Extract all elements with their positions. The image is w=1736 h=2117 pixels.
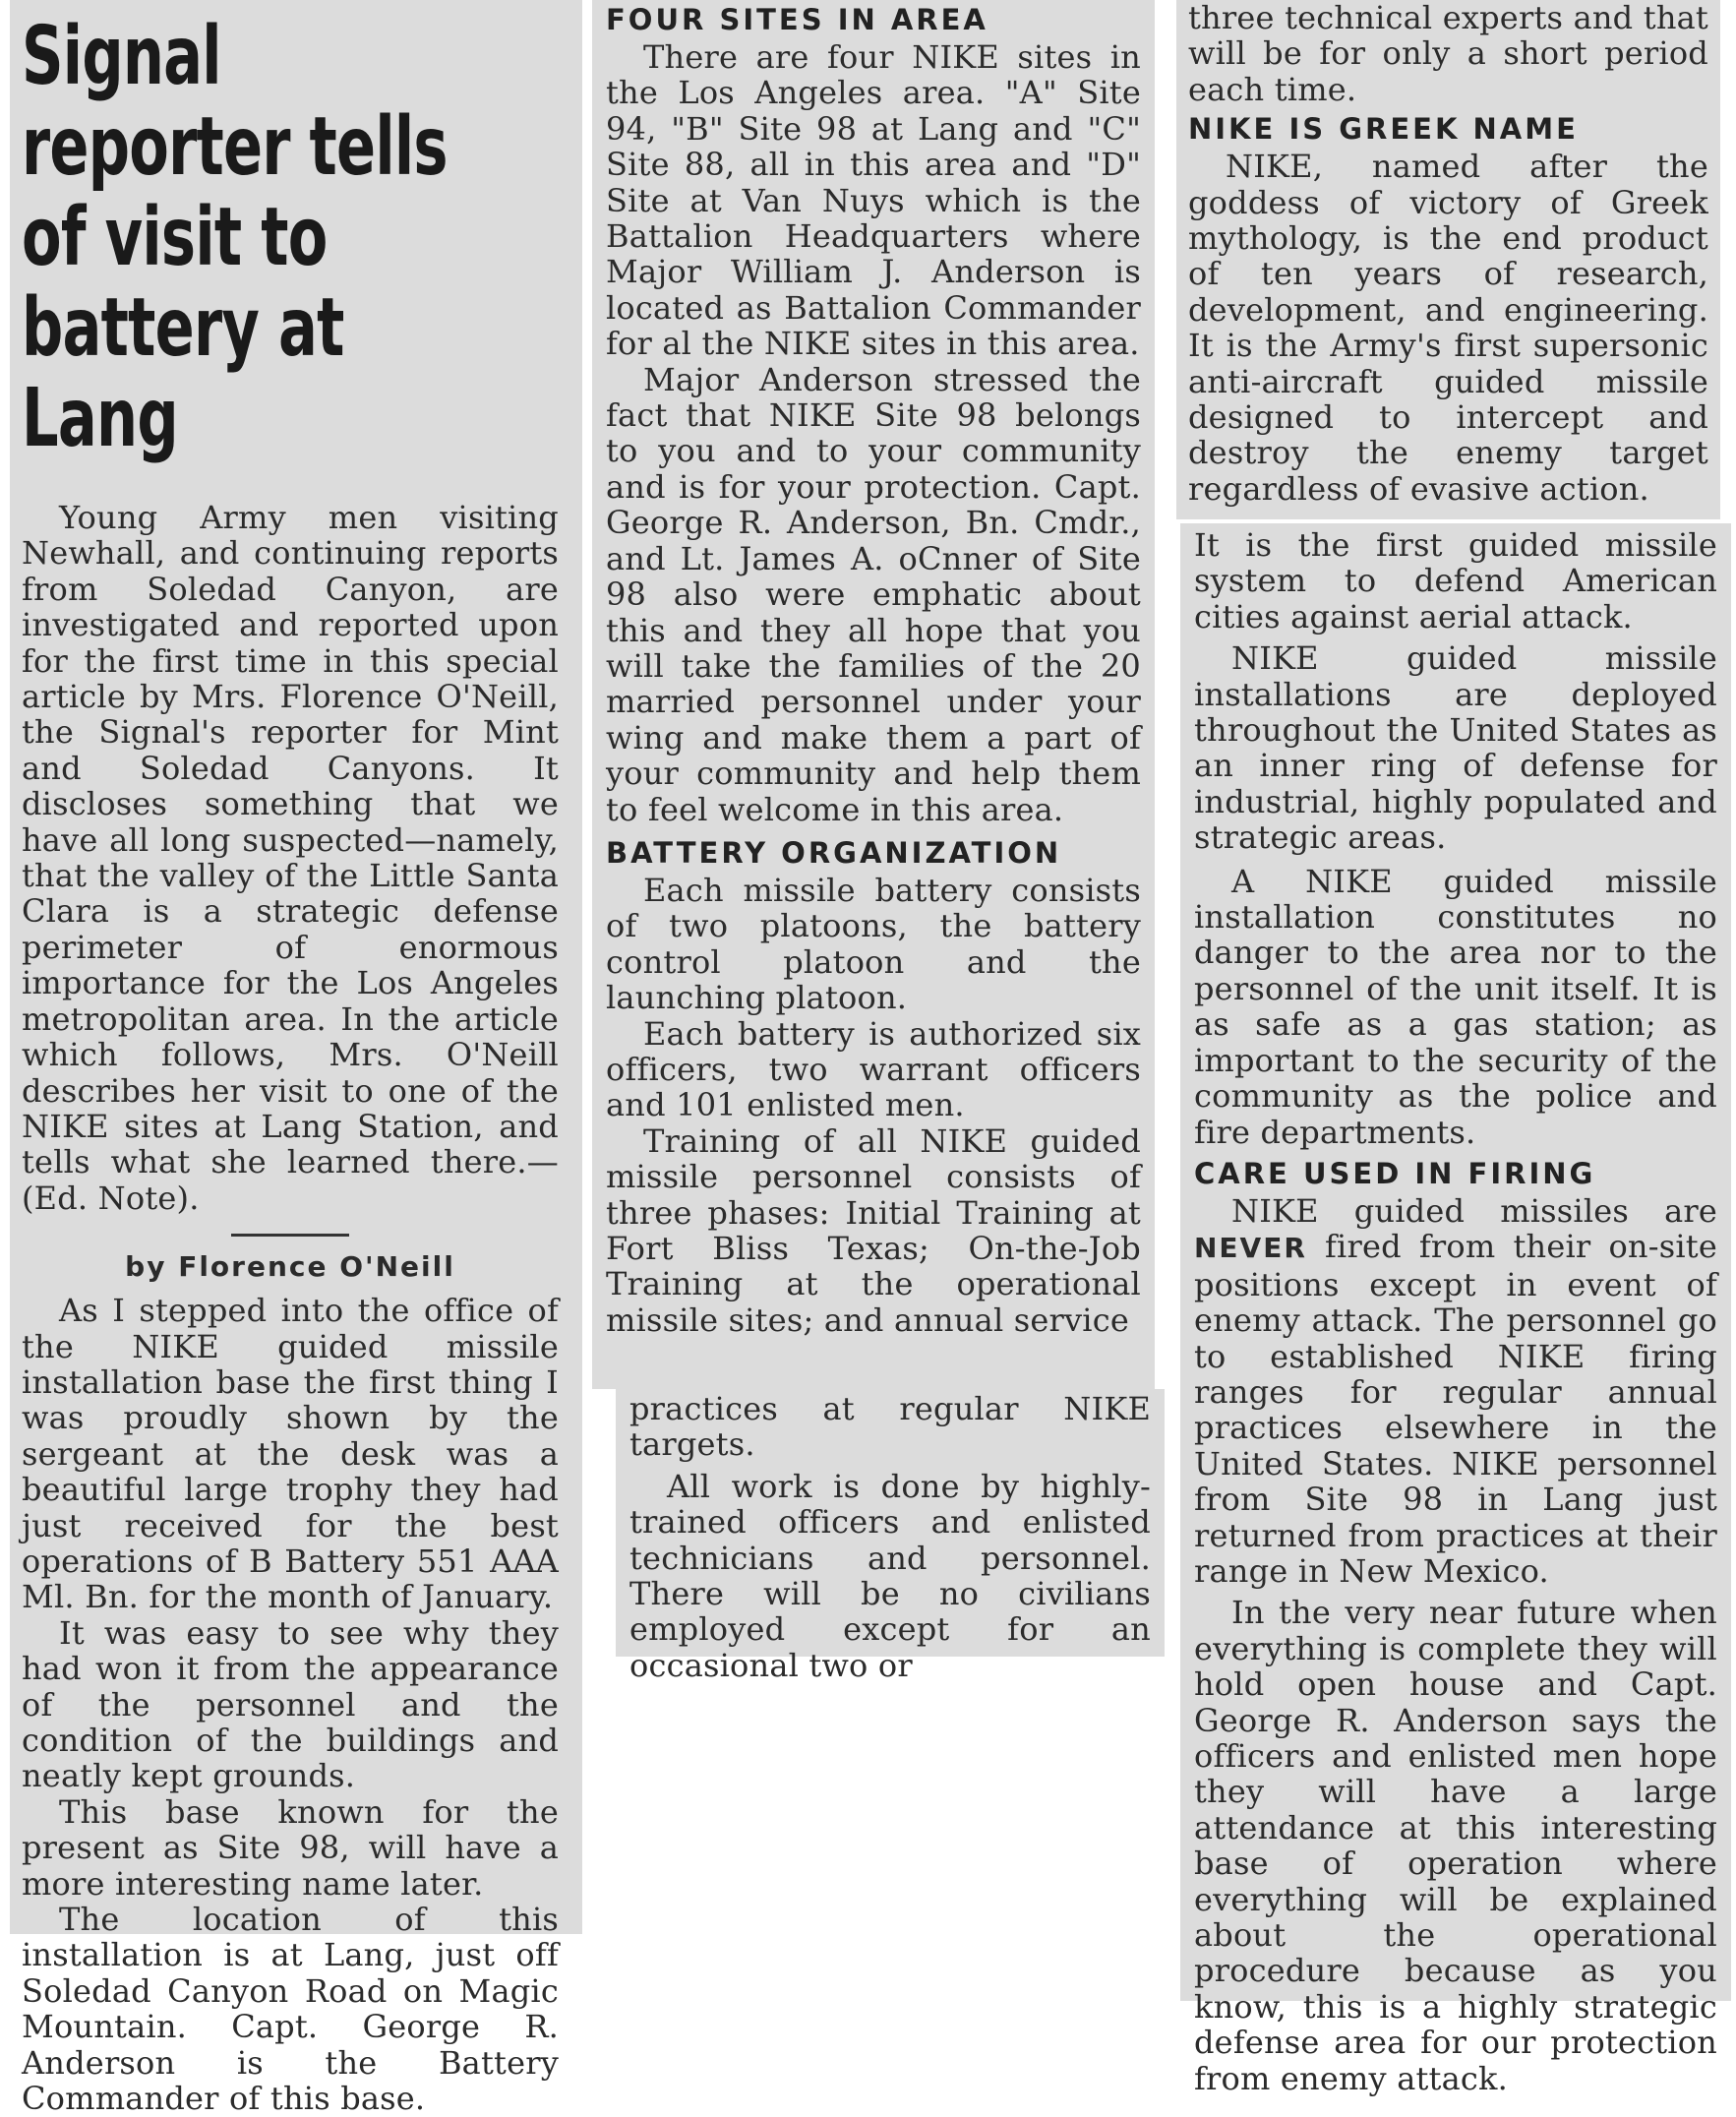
paragraph: NIKE guided missile installations are deployed throughout the United States as an inner ring of defense for industrial, highly populated and strategic areas. xyxy=(1194,639,1717,857)
paragraph: Major Anderson stressed the fact that NIKE Site 98 belongs to you and to your community and is for your protection. Capt. George R. Anderson, Bn. Cmdr., and Lt. James A. oCnner of Site 98 also were emphatic about this and they all hope that you will take the families of the 20 married personnel under your wing and make them a part of your community and help them to feel welcome in this area. xyxy=(606,360,1141,828)
paragraph: Training of all NIKE guided missile personnel consists of three phases: Initial Training at Fort Bliss Texas; On-the-Job Training at the operational missile sites; and annual service xyxy=(606,1121,1141,1339)
emphasis-never: NEVER xyxy=(1194,1232,1307,1265)
paragraph: three technical experts and that will be for only a short period each time. xyxy=(1188,0,1708,108)
text-span: NIKE guided missiles are xyxy=(1231,1191,1717,1230)
column-3-lower-clipping xyxy=(1180,523,1731,2097)
subhead-battery-organization: BATTERY ORGANIZATION xyxy=(606,835,1062,870)
divider-rule xyxy=(231,1234,349,1237)
paragraph: In the very near future when everything is complete they will hold open house and Capt. George R. Anderson says the officers and enlisted men hope they will have a large attendance at this interesting base of operation where everything will be explained about the operational procedure because as you know, this is a highly strategic defense area for our protection from enemy attack. xyxy=(1194,1594,1717,2097)
subhead-greek-name: NIKE IS GREEK NAME xyxy=(1188,112,1579,147)
paragraph: The location of this installation is at Lang, just off Soledad Canyon Road on Magic Mountain. Capt. George R. Anderson is the Battery Commander of this base. xyxy=(22,1901,559,2117)
column-2-lower-clipping xyxy=(616,1389,1165,1684)
paragraph: A NIKE guided missile installation constitutes no danger to the area nor to the personnel of the unit itself. It is as safe as a gas station; as important to the security of the community as the police and fire departments. xyxy=(1194,862,1717,1151)
column-1-clipping xyxy=(10,0,582,2117)
paragraph: There are four NIKE sites in the Los Angeles area. "A" Site 94, "B" Site 98 at Lang and "C" Site 88, all in this area and "D" Site at Van Nuys which is the Battalion Headquarters where Major William J. Anderson is located as Battalion Commander for al the NIKE sites in this area. xyxy=(606,38,1141,363)
text-span: fired from their on-site positions except in event of enemy attack. The personnel go to established NIKE firing ranges for regular annual practices elsewhere in the United States. NIKE personnel from Site 98 in Lang just returned from practices at their range in New Mexico. xyxy=(1194,1228,1717,1590)
paragraph: NIKE, named after the goddess of victory of Greek mythology, is the end product of ten years of research, development, and engineering. It is the Army's first supersonic anti-aircraft guided missile designed to intercept and destroy the enemy target regardless of evasive action. xyxy=(1188,148,1708,508)
intro-paragraph: Young Army men visiting Newhall, and continuing reports from Soledad Canyon, are investigated and reported upon for the first time in this special article by Mrs. Florence O'Neill, the Signal's reporter for Mint and Soledad Canyons. It discloses something that we have all long suspected—namely, that the valley of the Little Santa Clara is a strategic defense perimeter of enormous importance for the Los Angeles metropolitan area. In the article which follows, Mrs. O'Neill describes her visit to one of the NIKE sites at Lang Station, and tells what she learned there.—(Ed. Note). xyxy=(22,499,559,1217)
headline: Signal reporter tells of visit to battery at Lang xyxy=(22,10,448,465)
paragraph xyxy=(1194,1193,1717,1589)
paragraph: It is the first guided missile system to defend American cities against aerial attack. xyxy=(1194,526,1717,635)
paragraph: This base known for the present as Site 98, will have a more interesting name later. xyxy=(22,1792,559,1903)
subhead-four-sites: FOUR SITES IN AREA xyxy=(606,3,988,36)
paragraph: It was easy to see why they had won it from the appearance of the personnel and the condition of the buildings and neatly kept grounds. xyxy=(22,1613,559,1795)
paragraph: Each missile battery consists of two platoons, the battery control platoon and the launching platoon. xyxy=(606,871,1141,1017)
paragraph: All work is done by highly-trained officers and enlisted technicians and personnel. There will be no civilians employed except for an occasional two or xyxy=(629,1467,1151,1684)
column-2-upper-clipping xyxy=(592,0,1155,1389)
subhead-care-used-in-firing: CARE USED IN FIRING xyxy=(1194,1156,1596,1190)
column-3-upper-clipping xyxy=(1176,0,1720,519)
paragraph: As I stepped into the office of the NIKE guided missile installation base the first thing I was proudly shown by the sergeant at the desk was a beautiful large trophy they had just received for the best operations of B Battery 551 AAA Ml. Bn. for the month of January. xyxy=(22,1292,559,1616)
paragraph: practices at regular NIKE targets. xyxy=(629,1390,1151,1464)
paragraph: Each battery is authorized six officers, two warrant officers and 101 enlisted men. xyxy=(606,1014,1141,1124)
byline: by Florence O'Neill xyxy=(125,1250,455,1284)
